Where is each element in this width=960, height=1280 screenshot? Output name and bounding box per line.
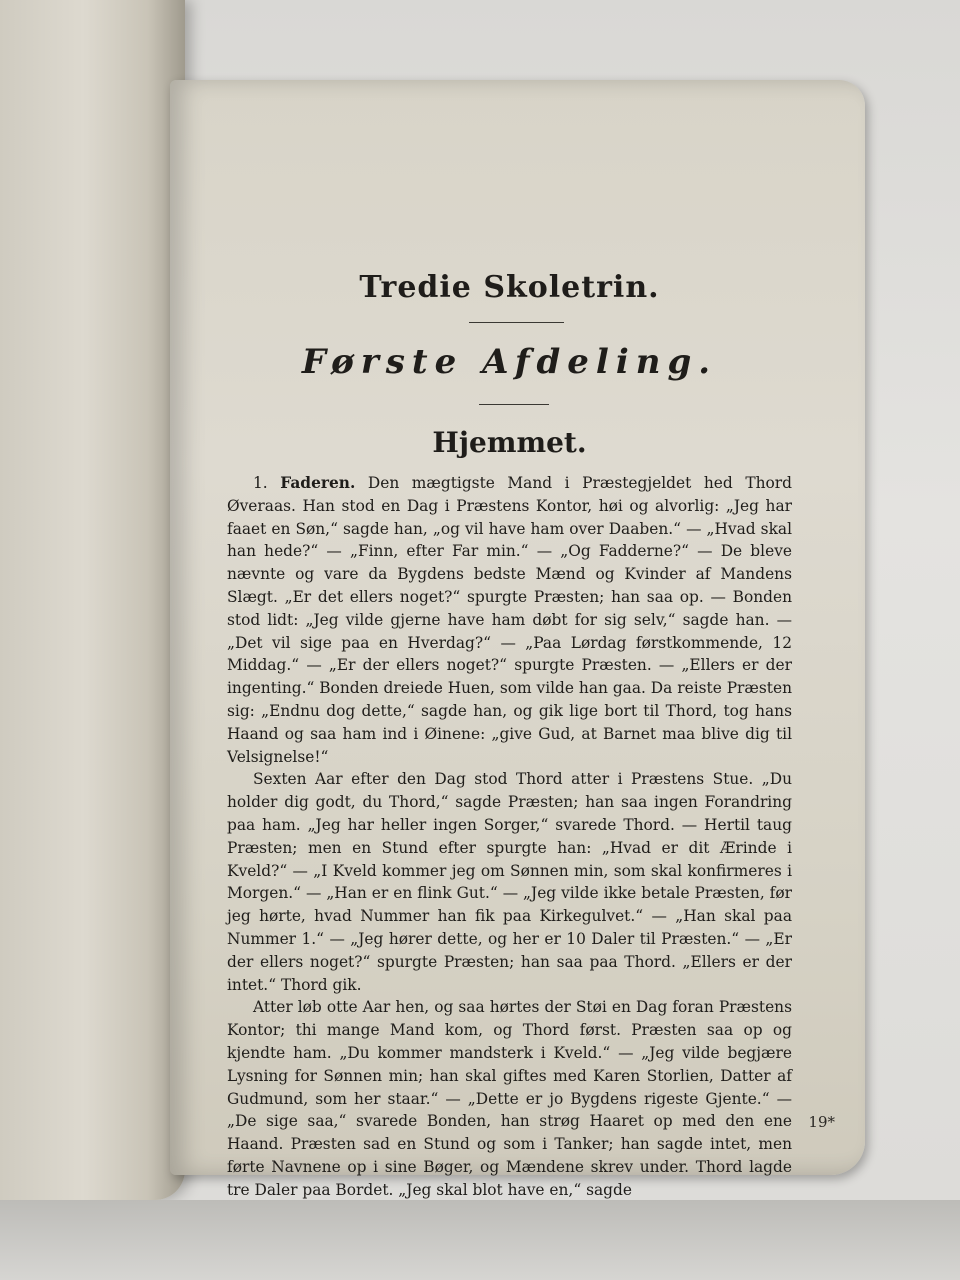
page-number: 19* <box>808 1113 835 1131</box>
chapter-title: Hjemmet. <box>432 426 587 459</box>
part-title: Tredie Skoletrin. <box>359 270 660 305</box>
paragraph: Atter løb otte Aar hen, og saa hørtes der Støi en Dag foran Præstens Kontor; thi mange Mand kom, og Thord først. Præsten saa op og kjendte ham. „Du kommer mandsterk i Kveld.“ — „Jeg vilde begjære Lysning for Sønnen min; han skal giftes med Karen Storlien, Datter af Gudmund, som her staar.“ — „Dette er jo Bygdens rigeste Gjente.“ — „De sige saa,“ svarede Bonden, han strøg Haaret op med den ene Haand. Præsten sad en Stund og som i Tanker; han sagde intet, men førte Navnene op i sine Bøger, og Mændene skrev under. Thord lagde tre Daler paa Bordet. „Jeg skal blot have en,“ sagde <box>227 998 792 1199</box>
entry-heading: Faderen. <box>280 474 356 492</box>
section-title: Første Afdeling. <box>301 342 718 382</box>
paragraph <box>227 472 792 768</box>
right-page <box>170 80 865 1199</box>
left-page <box>0 0 185 1200</box>
body-text <box>227 472 792 1202</box>
table-surface <box>0 1200 960 1280</box>
paragraph-text: Den mægtigste Mand i Præstegjeldet hed Thord Øveraas. Han stod en Dag i Præstens Kontor, høi og alvorlig: „Jeg har faaet en Søn,“ sagde han, „og vil have ham over Daaben.“ — „Hvad skal han hede?“ — „Finn, efter Far min.“ — „Og Fadderne?“ — De bleve nævnte og vare da Bygdens bedste Mænd og Kvinder af Mandens Slægt. „Er det ellers noget?“ spurgte Præsten; han saa op. — Bonden stod lidt: „Jeg vilde gjerne have ham døbt for sig selv,“ sagde han. — „Det vil sige paa en Hverdag?“ — „Paa Lørdag førstkommende, 12 Middag.“ — „Er der ellers noget?“ spurgte Præsten. — „Ellers er der ingenting.“ Bonden dreiede Huen, som vilde han gaa. Da reiste Præsten sig: „Endnu dog dette,“ sagde han, og gik lige bort til Thord, tog hans Haand og saa ham ind i Øinene: „give Gud, at Barnet maa blive dig til Velsignelse!“ <box>227 474 792 766</box>
entry-number: 1. <box>253 474 268 492</box>
divider-rule <box>469 322 564 323</box>
divider-rule <box>479 404 549 405</box>
paragraph: Sexten Aar efter den Dag stod Thord atter i Præstens Stue. „Du holder dig godt, du Thord,“ sagde Præsten; han saa ingen Forandring paa ham. „Jeg har heller ingen Sorger,“ svarede Thord. — Hertil taug Præsten; men en Stund efter spurgte han: „Hvad er dit Ærinde i Kveld?“ — „I Kveld kommer jeg om Sønnen min, som skal konfirmeres i Morgen.“ — „Han er en flink Gut.“ — „Jeg vilde ikke betale Præsten, før jeg hørte, hvad Nummer han fik paa Kirkegulvet.“ — „Han skal paa Nummer 1.“ — „Jeg hører dette, og her er 10 Daler til Præsten.“ — „Er der ellers noget?“ spurgte Præsten; han saa paa Thord. „Ellers er der intet.“ Thord gik. <box>227 770 792 994</box>
